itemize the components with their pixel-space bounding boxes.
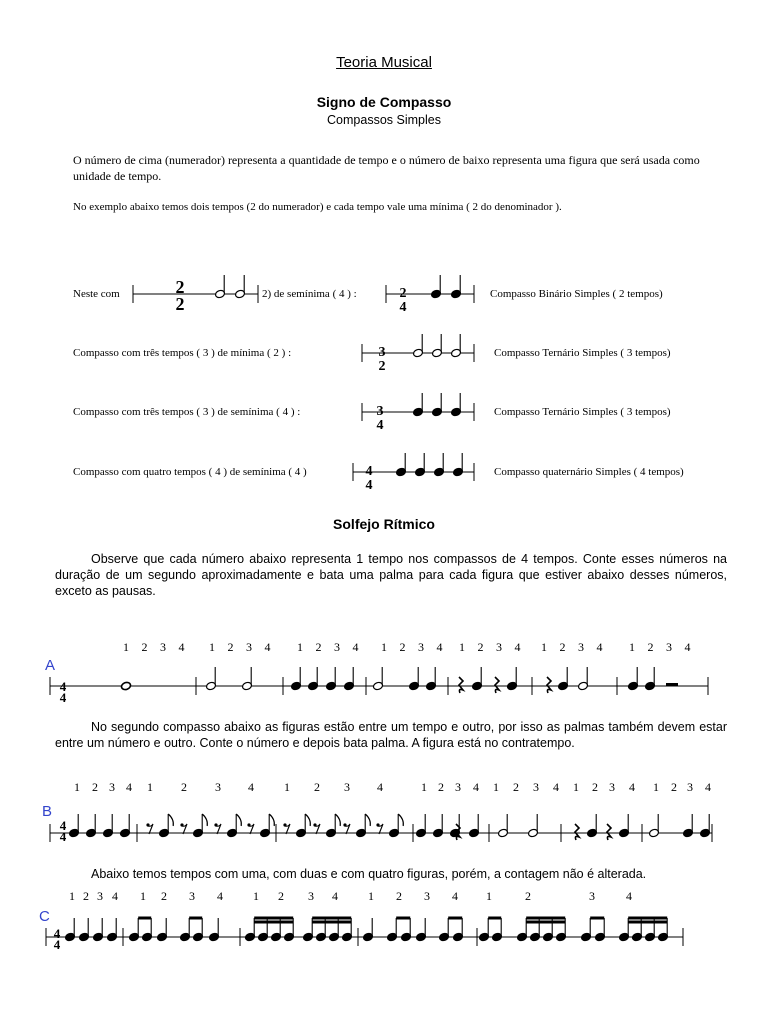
note-flag [168,814,173,826]
row1b-sig-bottom: 4 [399,300,407,315]
count-number: 3 [589,889,595,903]
count-number: 4 [352,640,359,654]
line-a-sig-top: 4 [59,679,67,694]
row1-left-text-a: Neste com [73,288,120,300]
count-number: 1 [493,780,499,794]
paragraph-segundo: No segundo compasso abaixo as figuras estão entre um tempo e outro, por isso as palmas também devem estar entre um número e outro. Conte o número e depois bata palma. A figura está no contratempo. [55,720,727,750]
count-number: 2 [83,889,89,903]
count-number: 3 [344,780,350,794]
count-number: 2 [647,640,654,654]
count-number: 3 [578,640,584,654]
row1-sig-top: 2 [175,277,185,297]
section-subheading: Compassos Simples [327,113,441,127]
paragraph-observe: Observe que cada número abaixo representa 1 tempo nos compassos de 4 tempos. Conte esses números na duração de um segundo aproximadamente e bata uma palma para cada figura que estiver abaixo desses números, exceto as pausas. [55,552,727,598]
section-heading-solfejo: Solfejo Rítmico [333,516,435,532]
row1-sig-bottom: 2 [175,294,185,314]
count-number: 3 [533,780,539,794]
note-flag [236,814,241,826]
quarter-rest [459,677,463,693]
count-number: 2 [399,640,406,654]
count-number: 1 [421,780,427,794]
line-b-sig-bottom: 4 [59,829,67,844]
count-number: 2 [181,780,187,794]
count-number: 3 [308,889,314,903]
count-number: 4 [332,889,338,903]
count-number: 2 [559,640,566,654]
count-number: 3 [215,780,221,794]
count-number: 4 [596,640,603,654]
paragraph-numerador: O número de cima (numerador) representa a quantidade de tempo e o número de baixo representa uma figura que será usada como unidade de tempo. [73,153,700,183]
count-number: 4 [514,640,521,654]
count-number: 1 [381,640,387,654]
quarter-rest [607,824,611,840]
count-number: 3 [687,780,693,794]
count-number: 1 [284,780,290,794]
count-number: 3 [455,780,461,794]
count-number: 1 [459,640,465,654]
count-number: 1 [69,889,75,903]
count-number: 2 [141,640,148,654]
note-flag [202,814,207,826]
count-number: 4 [629,780,635,794]
row1-left-text-b: 2) de semínima ( 4 ) : [262,288,357,300]
row4-right-text: Compasso quaternário Simples ( 4 tempos) [494,466,684,478]
count-number: 4 [217,889,223,903]
quarter-rest [547,677,551,693]
note-flag [365,814,370,826]
count-number: 2 [315,640,322,654]
count-number: 1 [209,640,215,654]
page-title-text: Teoria Musical [336,54,432,71]
count-number: 4 [178,640,185,654]
count-number: 4 [473,780,479,794]
count-number: 1 [541,640,547,654]
row3-sig-top: 3 [376,404,384,419]
count-number: 1 [253,889,259,903]
count-number: 3 [418,640,424,654]
count-number: 3 [97,889,103,903]
row2-left-text: Compasso com três tempos ( 3 ) de mínima ( 2 ) : [73,347,292,359]
count-number: 3 [666,640,672,654]
count-number: 1 [147,780,153,794]
count-number: 2 [161,889,167,903]
row1b-sig-top: 2 [399,286,407,301]
note-flag [269,814,274,826]
row4-sig-bottom: 4 [365,478,373,493]
line-a-sig-bottom: 4 [59,690,67,705]
half-rest [666,683,678,686]
count-numbers [69,640,711,903]
count-number: 4 [112,889,118,903]
note-flag [305,814,310,826]
quarter-rest [495,677,499,693]
count-number: 1 [74,780,80,794]
count-number: 1 [297,640,303,654]
line-b-label: B [42,803,53,820]
count-number: 4 [452,889,458,903]
count-number: 1 [123,640,129,654]
count-number: 3 [160,640,166,654]
count-number: 3 [609,780,615,794]
row2-sig-top: 3 [378,345,386,360]
row4-left-text: Compasso com quatro tempos ( 4 ) de semínima ( 4 ) [73,466,307,478]
count-number: 2 [525,889,531,903]
rhythm-notation [46,667,712,946]
count-number: 1 [486,889,492,903]
count-number: 2 [671,780,677,794]
count-number: 2 [477,640,484,654]
count-number: 1 [573,780,579,794]
row2-sig-bottom: 2 [378,359,386,374]
row3-right-text: Compasso Ternário Simples ( 3 tempos) [494,406,671,418]
count-number: 2 [92,780,98,794]
row1-right-text: Compasso Binário Simples ( 2 tempos) [490,288,663,300]
count-number: 2 [314,780,320,794]
count-number: 2 [278,889,284,903]
count-number: 3 [189,889,195,903]
count-number: 2 [396,889,402,903]
whole-note [121,681,132,691]
note-flag [335,814,340,826]
line-c-sig-bottom: 4 [53,937,61,952]
count-number: 3 [109,780,115,794]
row3-sig-bottom: 4 [376,418,384,433]
line-c-label: C [39,908,50,925]
count-number: 3 [424,889,430,903]
count-number: 4 [126,780,132,794]
count-number: 1 [140,889,146,903]
count-number: 1 [653,780,659,794]
line-c-sig-top: 4 [53,926,61,941]
row2-right-text: Compasso Ternário Simples ( 3 tempos) [494,347,671,359]
count-number: 4 [436,640,443,654]
count-number: 4 [705,780,711,794]
count-number: 4 [264,640,271,654]
count-number: 3 [246,640,252,654]
count-number: 4 [553,780,559,794]
paragraph-abaixo: Abaixo temos tempos com uma, com duas e com quatro figuras, porém, a contagem não é alterada. [91,867,647,881]
count-number: 3 [334,640,340,654]
row3-left-text: Compasso com três tempos ( 3 ) de semínima ( 4 ) : [73,406,301,418]
note-flag [398,814,403,826]
count-number: 1 [368,889,374,903]
count-number: 1 [629,640,635,654]
count-number: 2 [513,780,519,794]
quarter-rest [575,824,579,840]
count-number: 2 [227,640,234,654]
count-number: 4 [377,780,383,794]
row4-sig-top: 4 [365,464,373,479]
paragraph-exemplo: No exemplo abaixo temos dois tempos (2 do numerador) e cada tempo vale uma mínima ( 2 do denominador ). [73,201,562,213]
line-a-label: A [45,657,56,674]
count-number: 4 [684,640,691,654]
section-heading-signo: Signo de Compasso [316,94,452,110]
count-number: 2 [592,780,598,794]
line-b-sig-top: 4 [59,818,67,833]
count-number: 4 [248,780,254,794]
count-number: 4 [626,889,632,903]
count-number: 2 [438,780,444,794]
count-number: 3 [496,640,502,654]
